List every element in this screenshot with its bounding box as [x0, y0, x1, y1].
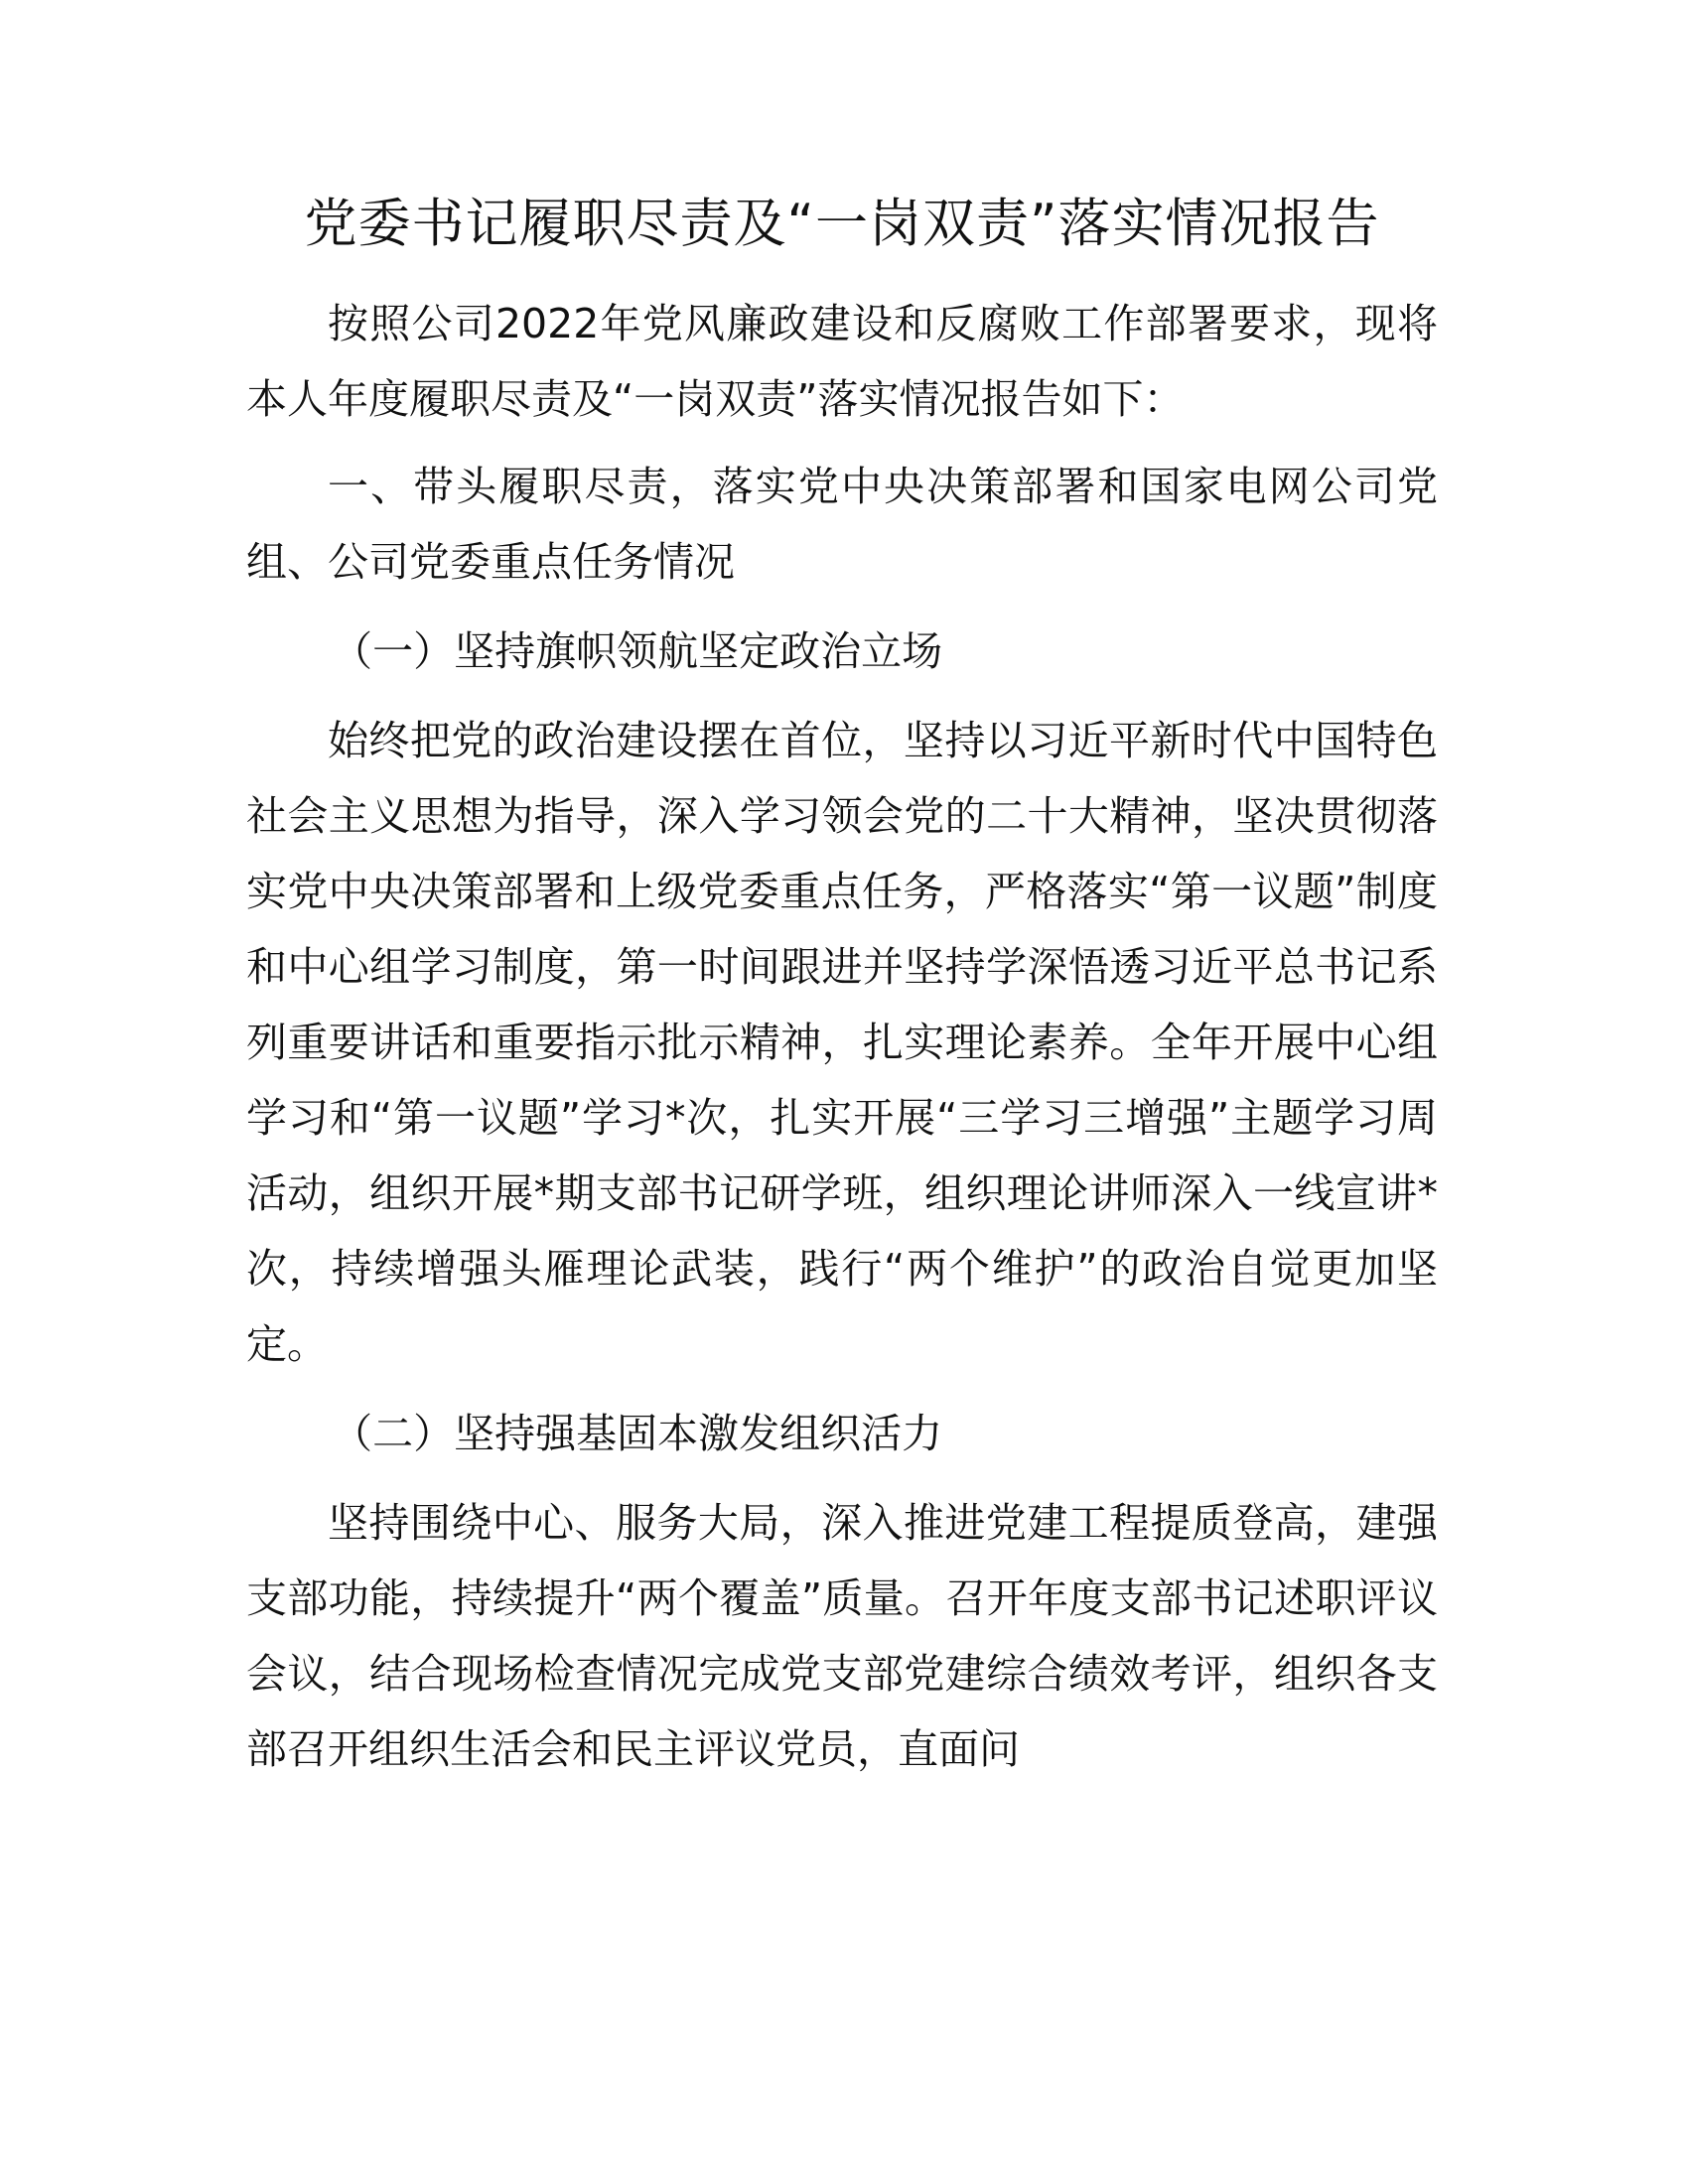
document-title: 党委书记履职尽责及“一岗双责”落实情况报告 — [304, 194, 1380, 254]
subsection-1-heading: （一）坚持旗帜领航坚定政治立场 — [332, 627, 943, 675]
section-1-heading: 一、带头履职尽责，落实党中央决策部署和国家电网公司党组、公司党委重点任务情况 — [246, 463, 1438, 586]
subsection-1-body: 始终把党的政治建设摆在首位，坚持以习近平新时代中国特色社会主义思想为指导，深入学习领会党的二十大精神，坚决贯彻落实党中央决策部署和上级党委重点任务，严格落实“第一议题”制度和中心组学习制度，第一时间跟进并坚持学深悟透习近平总书记系列重要讲话和重要指示批示精神，扎实理论素养。全年开展中心组学习和“第一议题”学习*次，扎实开展“三学习三增强”主题学习周活动，组织开展*期支部书记研学班，组织理论讲师深入一线宣讲*次，持续增强头雁理论武装，践行“两个维护”的政治自觉更加坚定。 — [246, 717, 1438, 1368]
subsection-2-heading: （二）坚持强基固本激发组织活力 — [332, 1410, 943, 1457]
subsection-2-body: 坚持围绕中心、服务大局，深入推进党建工程提质登高，建强支部功能，持续提升“两个覆盖”质量。召开年度支部书记述职评议会议，结合现场检查情况完成党支部党建综合绩效考评，组织各支部召开组织生活会和民主评议党员，直面问 — [246, 1499, 1438, 1773]
document-body — [246, 189, 1438, 1787]
intro-paragraph: 按照公司2022年党风廉政建设和反腐败工作部署要求，现将本人年度履职尽责及“一岗双责”落实情况报告如下： — [246, 300, 1438, 423]
